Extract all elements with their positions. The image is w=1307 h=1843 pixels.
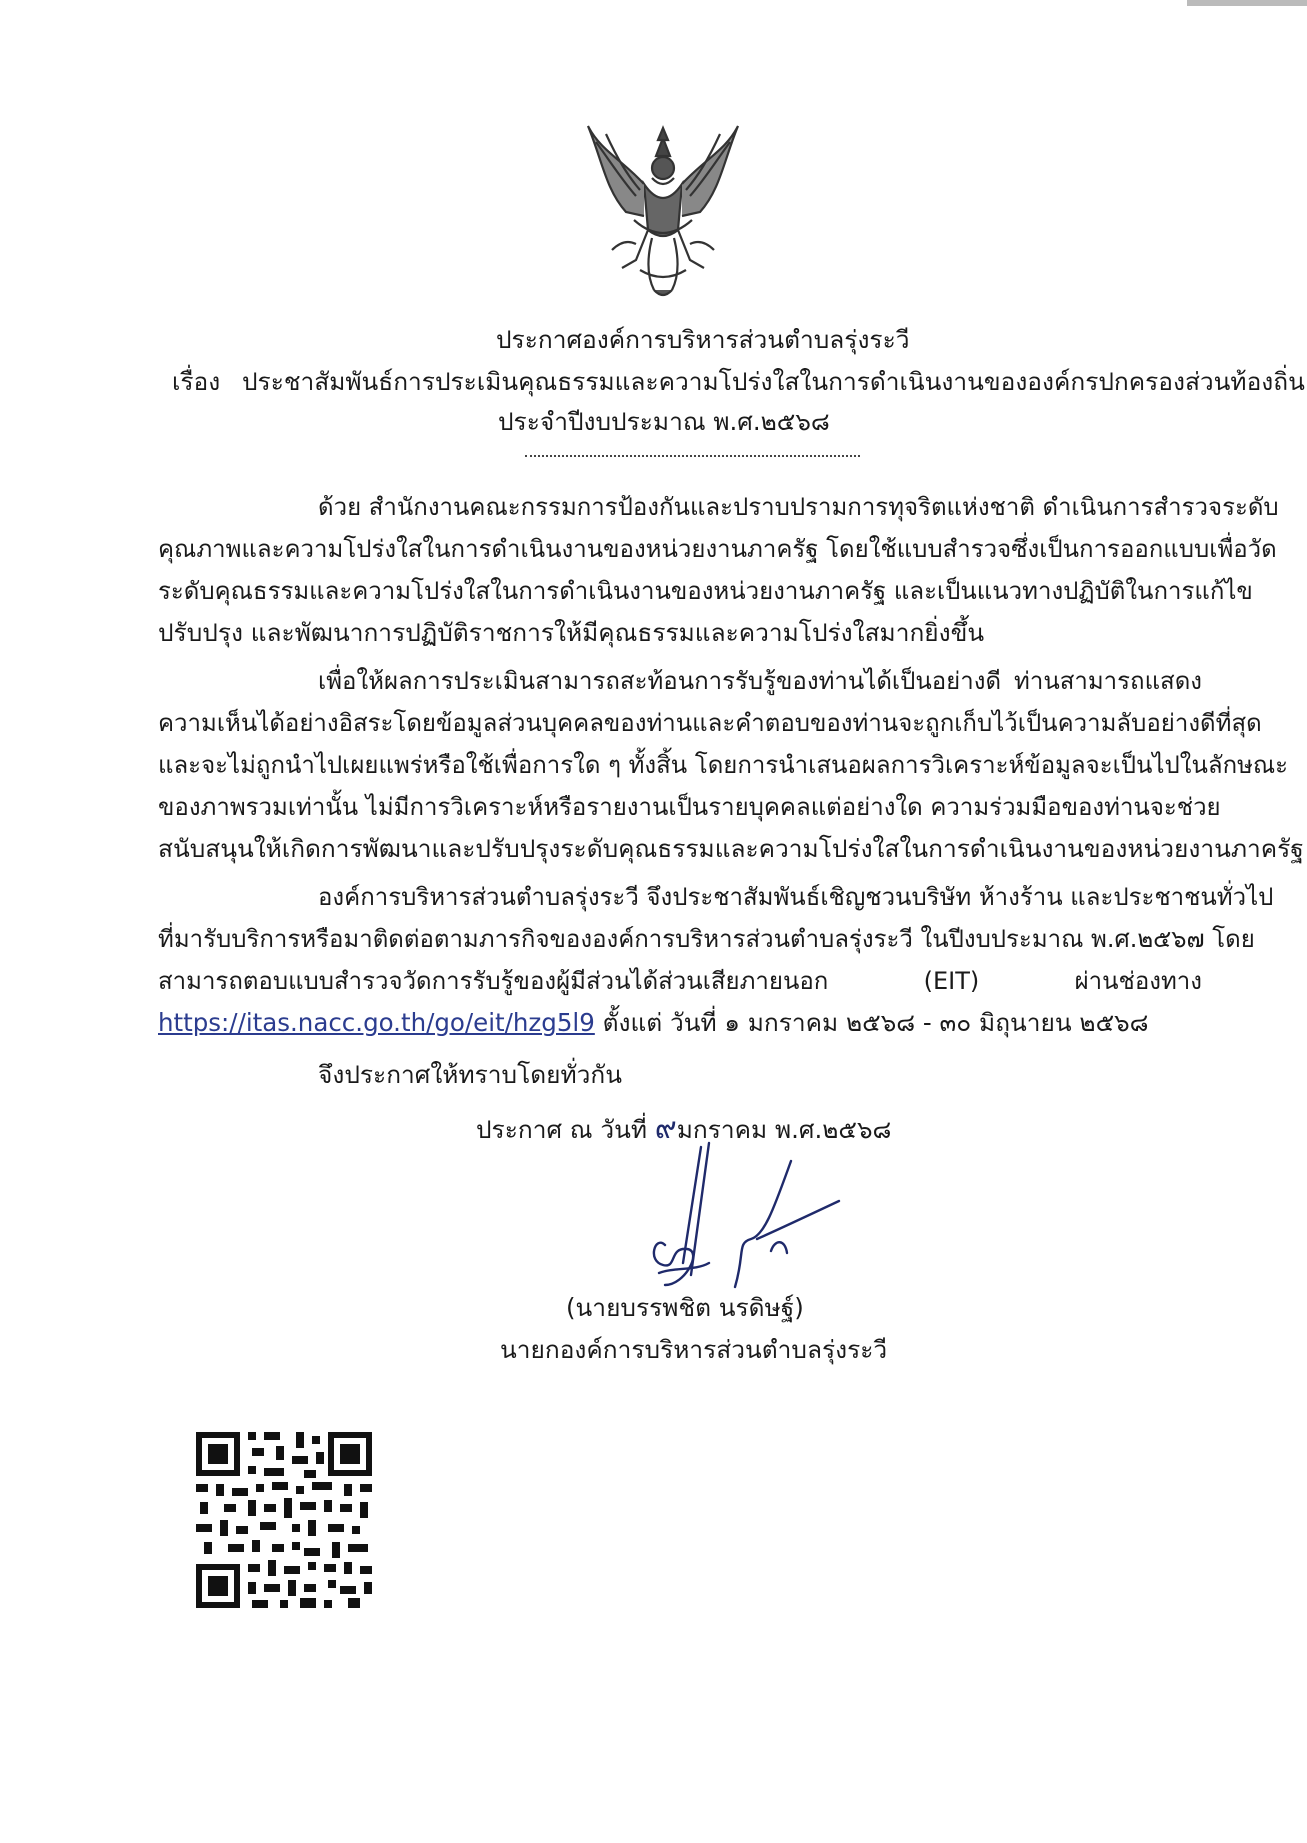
date-rest: มกราคม พ.ศ.๒๕๖๘ xyxy=(676,1115,892,1144)
paragraph-3-line-4 xyxy=(158,1006,1149,1040)
paragraph-2-line-3: และจะไม่ถูกนำไปเผยแพร่หรือใช้เพื่อการใด ๆ ทั้งสิ้น โดยการนำเสนอผลการวิเคราะห์ข้อมูลจะเป็นไปในลักษณะ xyxy=(158,751,1289,779)
subject-fiscal-year: ประจำปีงบประมาณ พ.ศ.๒๕๖๘ xyxy=(498,407,830,436)
subject-label: เรื่อง xyxy=(172,367,221,396)
paragraph-3-line-3: สามารถตอบแบบสำรวจวัดการรับรู้ของผู้มีส่วนได้ส่วนเสียภายนอก (EIT) ผ่านช่องทาง xyxy=(158,967,1202,995)
paragraph-2-line-1: เพื่อให้ผลการประเมินสามารถสะท้อนการรับรู้ของท่านได้เป็นอย่างดี ท่านสามารถแสดง xyxy=(318,667,1202,695)
eit-survey-link[interactable]: https://itas.nacc.go.th/go/eit/hzg5l9 xyxy=(158,1008,595,1037)
paragraph-2-line-5: สนับสนุนให้เกิดการพัฒนาและปรับปรุงระดับคุณธรรมและความโปร่งใสในการดำเนินงานของหน่วยงานภาครัฐ xyxy=(158,834,1304,863)
paragraph-1-line-3: ระดับคุณธรรมและความโปร่งใสในการดำเนินงานของหน่วยงานภาครัฐ และเป็นแนวทางปฏิบัติในการแก้ไข xyxy=(158,577,1253,605)
qr-code[interactable] xyxy=(196,1432,372,1608)
paragraph-1-line-1: ด้วย สำนักงานคณะกรรมการป้องกันและปราบปรามการทุจริตแห่งชาติ ดำเนินการสำรวจระดับ xyxy=(318,493,1279,521)
signatory-position: นายกองค์การบริหารส่วนตำบลรุ่งระวี xyxy=(500,1335,888,1364)
announcement-title: ประกาศองค์การบริหารส่วนตำบลรุ่งระวี xyxy=(496,325,910,354)
date-prefix: ประกาศ ณ วันที่ xyxy=(476,1115,647,1144)
title-divider xyxy=(525,455,860,457)
paragraph-1-line-4: ปรับปรุง และพัฒนาการปฏิบัติราชการให้มีคุณธรรมและความโปร่งใสมากยิ่งขึ้น xyxy=(158,618,985,647)
survey-period-text: ตั้งแต่ วันที่ ๑ มกราคม ๒๕๖๘ - ๓๐ มิถุนายน ๒๕๖๘ xyxy=(602,1008,1149,1037)
scan-edge-mark xyxy=(1187,0,1307,6)
closing-statement: จึงประกาศให้ทราบโดยทั่วกัน xyxy=(318,1060,622,1089)
signatory-name: (นายบรรพชิต นรดิษฐ์) xyxy=(566,1293,804,1322)
handwritten-signature xyxy=(625,1135,845,1300)
garuda-emblem-icon xyxy=(582,120,744,302)
date-day: ๙ xyxy=(654,1111,677,1146)
paragraph-3-line-2: ที่มารับบริการหรือมาติดต่อตามภารกิจขององค์การบริหารส่วนตำบลรุ่งระวี ในปีงบประมาณ พ.ศ.๒๕๖๗ โดย xyxy=(158,925,1255,953)
paragraph-3-line-1: องค์การบริหารส่วนตำบลรุ่งระวี จึงประชาสัมพันธ์เชิญชวนบริษัท ห้างร้าน และประชาชนทั่วไป xyxy=(318,883,1274,911)
paragraph-2-line-4: ของภาพรวมเท่านั้น ไม่มีการวิเคราะห์หรือรายงานเป็นรายบุคคลแต่อย่างใด ความร่วมมือของท่านจะช่วย xyxy=(158,793,1221,821)
paragraph-2-line-2: ความเห็นได้อย่างอิสระโดยข้อมูลส่วนบุคคลของท่านและคำตอบของท่านจะถูกเก็บไว้เป็นความลับอย่างดีที่สุด xyxy=(158,709,1262,737)
paragraph-1-line-2: คุณภาพและความโปร่งใสในการดำเนินงานของหน่วยงานภาครัฐ โดยใช้แบบสำรวจซึ่งเป็นการออกแบบเพื่อวัด xyxy=(158,535,1277,563)
subject-text: ประชาสัมพันธ์การประเมินคุณธรรมและความโปร่งใสในการดำเนินงานขององค์กรปกครองส่วนท้องถิ่น xyxy=(242,367,1305,396)
